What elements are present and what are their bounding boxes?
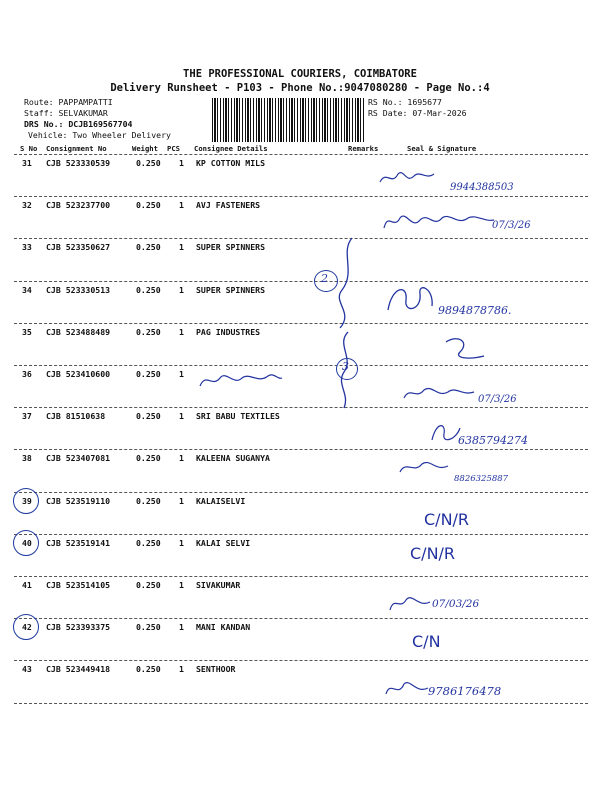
row-consignee: SUPER SPINNERS	[196, 284, 266, 295]
row-weight: 0.250	[136, 158, 161, 168]
row32-date: 07/3/26	[492, 220, 531, 231]
circle-row-40	[13, 530, 39, 556]
row-weight: 0.250	[136, 284, 161, 295]
row-pcs: 1	[179, 369, 184, 379]
row-divider	[14, 407, 588, 408]
col-seal: Seal & Signature	[407, 144, 477, 153]
header-rule	[14, 154, 588, 155]
row-divider	[14, 365, 588, 366]
row38-phone: 8826325887	[454, 474, 509, 484]
runsheet-title: Delivery Runsheet - P103 - Phone No.:9047080280 - Page No.:4	[110, 82, 490, 94]
row-consignee: SIVAKUMAR	[196, 580, 241, 590]
row-consignment: CJB 523407081	[46, 453, 111, 464]
row-sno: 38	[22, 453, 32, 464]
row-consignment: CJB 523519110	[46, 495, 111, 506]
col-pcs: PCS	[167, 144, 180, 153]
row-divider	[14, 618, 588, 619]
signature-41	[386, 590, 436, 616]
signature-35	[440, 334, 490, 364]
row-pcs: 1	[179, 326, 184, 337]
row-pcs: 1	[179, 158, 184, 168]
row-consignment: CJB 523237700	[46, 200, 111, 211]
circle-row-39	[13, 488, 39, 514]
remark-brackets	[310, 232, 370, 412]
signature-38	[396, 456, 456, 478]
row-consignment: CJB 523410600	[46, 369, 111, 379]
row37-phone: 6385794274	[458, 434, 528, 447]
row-pcs: 1	[179, 284, 184, 295]
row-pcs: 1	[179, 537, 184, 548]
row-sno: 41	[22, 580, 32, 590]
row-consignee: SUPER SPINNERS	[196, 242, 266, 253]
row-pcs: 1	[179, 453, 184, 464]
row-consignee: MANI KANDAN	[196, 622, 251, 633]
row-pcs: 1	[179, 242, 184, 253]
row-consignment: CJB 523449418	[46, 664, 111, 675]
row-pcs: 1	[179, 664, 184, 675]
row39-note: C/N/R	[424, 510, 470, 529]
remark-a: 2	[321, 272, 328, 285]
row-sno: 33	[22, 242, 32, 253]
rs-date: RS Date: 07-Mar-2026	[368, 108, 467, 118]
row34-phone: 9894878786.	[438, 304, 512, 317]
row-weight: 0.250	[136, 537, 161, 548]
remark-b: 3	[342, 360, 349, 373]
row-sno: 32	[22, 200, 32, 211]
route: Route: PAPPAMPATTI	[24, 97, 113, 107]
col-consignee: Consignee Details	[194, 144, 268, 153]
row-divider	[14, 238, 588, 239]
signature-34	[382, 280, 440, 320]
row-divider	[14, 703, 588, 704]
row-weight: 0.250	[136, 326, 161, 337]
row-weight: 0.250	[136, 369, 161, 379]
row-consignee: KALEENA SUGANYA	[196, 453, 270, 464]
vehicle: Vehicle: Two Wheeler Delivery	[28, 130, 171, 140]
row-pcs: 1	[179, 580, 184, 590]
row-consignee: AVJ FASTENERS	[196, 200, 261, 211]
row-sno: 34	[22, 284, 32, 295]
row-sno: 31	[22, 158, 32, 168]
row40-note: C/N/R	[410, 544, 456, 563]
row-sno: 42	[22, 622, 32, 633]
row-pcs: 1	[179, 200, 184, 211]
row-sno: 43	[22, 664, 32, 675]
drs-number: DRS No.: DCJB169567704	[24, 119, 133, 129]
signature-32	[380, 208, 500, 234]
row-weight: 0.250	[136, 453, 161, 464]
row-sno: 40	[22, 537, 32, 548]
row41-date: 07/03/26	[432, 598, 480, 610]
signature-43	[382, 676, 432, 702]
row31-phone: 9944388503	[450, 182, 514, 193]
row-divider	[14, 323, 588, 324]
row-consignment: CJB 81510638	[46, 411, 106, 422]
row-consignment: CJB 523330513	[46, 284, 111, 295]
row-sno: 35	[22, 326, 32, 337]
row-consignment: CJB 523330539	[46, 158, 111, 168]
row-consignment: CJB 523350627	[46, 242, 111, 253]
signature-36-consignee	[196, 368, 286, 392]
col-sno: S No	[20, 144, 38, 153]
row-consignee: KALAISELVI	[196, 495, 246, 506]
row-weight: 0.250	[136, 242, 161, 253]
circle-row-42	[13, 614, 39, 640]
row-consignee: KP COTTON MILS	[196, 158, 266, 168]
row-weight: 0.250	[136, 200, 161, 211]
rs-number: RS No.: 1695677	[368, 97, 442, 107]
staff: Staff: SELVAKUMAR	[24, 108, 108, 118]
row-weight: 0.250	[136, 411, 161, 422]
row36-date: 07/3/26	[478, 394, 517, 405]
row-divider	[14, 449, 588, 450]
row-sno: 37	[22, 411, 32, 422]
row43-phone: 9786176478	[428, 684, 502, 698]
row-divider	[14, 534, 588, 535]
row-weight: 0.250	[136, 580, 161, 590]
row-consignment: CJB 523519141	[46, 537, 111, 548]
row-weight: 0.250	[136, 495, 161, 506]
row-divider	[14, 576, 588, 577]
row-divider	[14, 492, 588, 493]
row-weight: 0.250	[136, 622, 161, 633]
row42-note: C/N	[412, 632, 441, 651]
row-consignee: SRI BABU TEXTILES	[196, 411, 280, 422]
row-divider	[14, 660, 588, 661]
row-sno: 36	[22, 369, 32, 379]
barcode	[212, 98, 364, 142]
row-consignment: CJB 523488489	[46, 326, 111, 337]
row-weight: 0.250	[136, 664, 161, 675]
row-pcs: 1	[179, 495, 184, 506]
row-sno: 39	[22, 495, 32, 506]
row-consignment: CJB 523393375	[46, 622, 111, 633]
signature-36	[400, 382, 480, 404]
row-consignee: PAG INDUSTRES	[196, 326, 261, 337]
col-remarks: Remarks	[348, 144, 379, 153]
row-divider	[14, 281, 588, 282]
row-consignment: CJB 523514105	[46, 580, 111, 590]
row-pcs: 1	[179, 411, 184, 422]
col-weight: Weight	[132, 144, 158, 153]
col-consignment: Consignment No	[46, 144, 107, 153]
row-consignee: KALAI SELVI	[196, 537, 251, 548]
company-name: THE PROFESSIONAL COURIERS, COIMBATORE	[183, 68, 417, 80]
row-consignee: SENTHOOR	[196, 664, 236, 675]
row-divider	[14, 196, 588, 197]
row-pcs: 1	[179, 622, 184, 633]
